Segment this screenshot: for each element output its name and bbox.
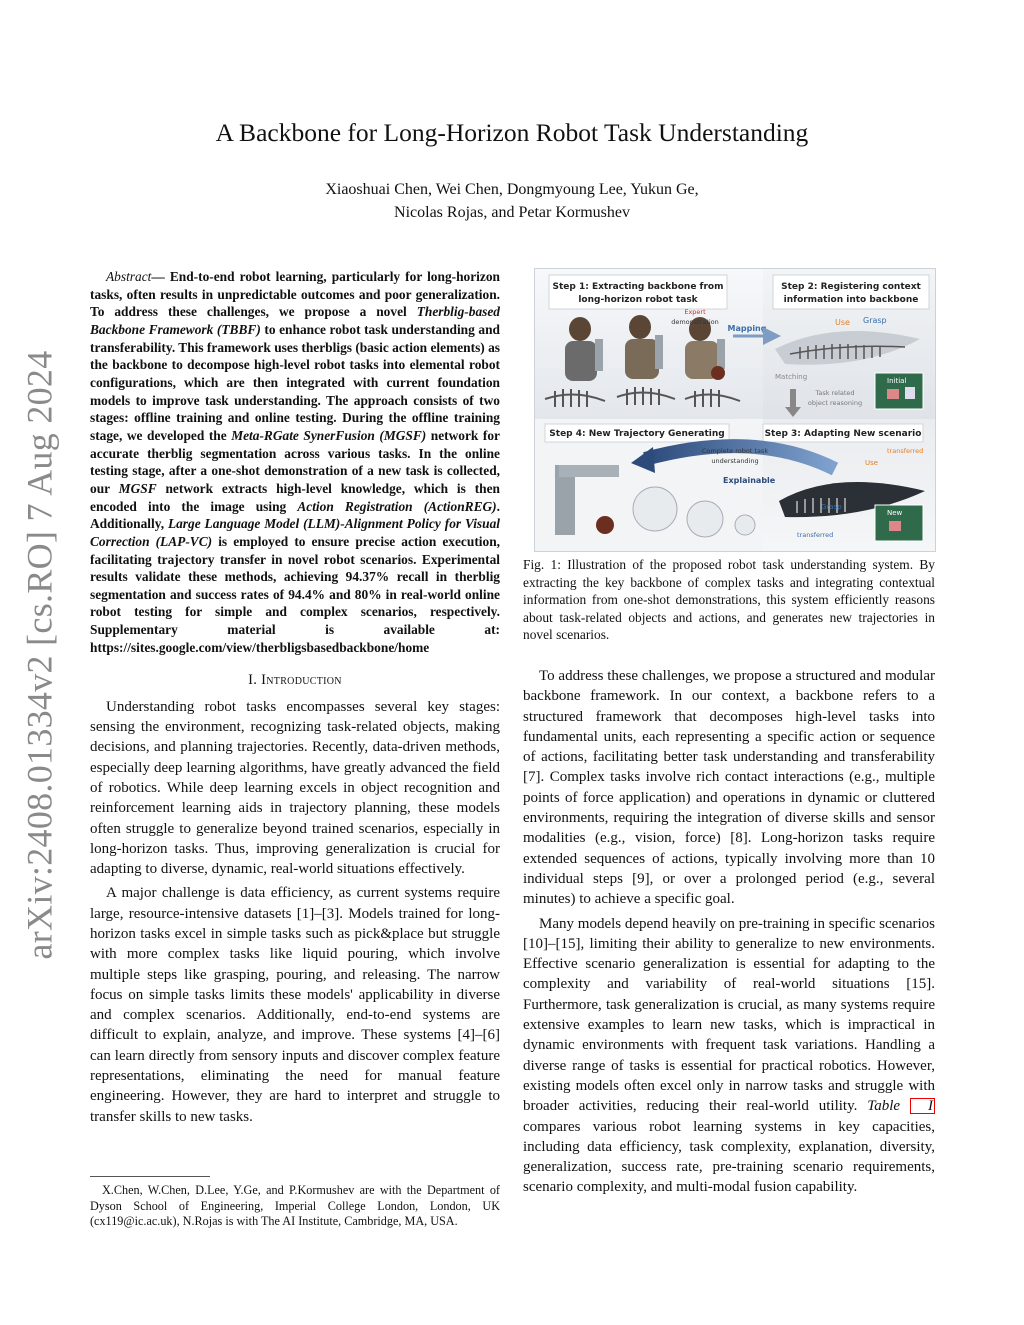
step4-label: Step 4: New Trajectory Generating (549, 429, 725, 439)
abstract-text-3: network for accurate therblig segmentation across various tasks. In the online testing stage, after a one-shot demonstration of a new task is collected, our (90, 427, 500, 496)
use-label: Use (835, 318, 850, 327)
intro-paragraph-4 (523, 914, 935, 1198)
arxiv-stamp-text: arXiv:2408.01334v2 [cs.RO] 7 Aug 2024 (20, 350, 60, 960)
abstract-mgsf-2: MGSF (118, 480, 157, 496)
abstract (90, 268, 500, 656)
transferred-label-1: transferred (887, 447, 924, 455)
step2-label-a: Step 2: Registering context (781, 282, 921, 292)
abstract-tbbf: Therblig-based Backbone Framework (TBBF) (90, 304, 500, 337)
abstract-text-2: to enhance robot task understanding and transferability. This framework uses therbligs (basic action elements) as the backbone to decompose high-level robot tasks into elemental robot configurations, which are then integrated with current foundation models to improve task understanding. The approach consists of two stages: offline training and online testing. During the offline training stage, we developed the (90, 321, 500, 443)
step1-label-a: Step 1: Extracting backbone from (552, 282, 724, 292)
section-heading-introduction (90, 670, 500, 690)
step1-label-b: long-horizon robot task (578, 295, 698, 305)
figure-1 (534, 268, 936, 552)
abstract-text-5: . Additionally, (90, 498, 500, 532)
task-related-label-b: object reasoning (807, 399, 863, 407)
expert-demo-label-a: Expert (684, 308, 706, 316)
abstract-lead: Abstract (106, 269, 152, 284)
section-numeral: I. (248, 672, 262, 689)
table-reference[interactable] (867, 1098, 935, 1114)
left-column (90, 268, 500, 1127)
abstract-dash: — (151, 269, 165, 284)
author-list (0, 178, 1024, 224)
figure-1-illustration (535, 269, 935, 551)
transferred-label-2: transferred (797, 531, 834, 539)
abstract-actionreg: Action Registration (ActionREG) (297, 498, 497, 514)
footnote-rule (90, 1176, 210, 1177)
explainable-label: Explainable (723, 476, 776, 485)
expert-demo-label-b: demonstration (671, 318, 719, 326)
affiliation-footnote: X.Chen, W.Chen, D.Lee, Y.Ge, and P.Kormushev are with the Department of Dyson School of Engineering, Imperial College London, London, UK (cx119@ic.ac.uk), N.Rojas is with The AI Institute, Cambridge, MA, USA. (90, 1183, 500, 1228)
complete-understanding-b: understanding (711, 457, 759, 465)
new-label: New (887, 509, 903, 517)
paper-title: A Backbone for Long-Horizon Robot Task Understanding (215, 118, 809, 147)
intro-paragraph-2: A major challenge is data efficiency, as current systems require large, resource-intensive datasets [1]–[3]. Models trained for long-horizon tasks excel in simple tasks such as pick&place but struggle with more complex tasks like liquid pouring, which involve multiple steps like grasping, pouring, and releasing. The narrow focus on simple tasks limits these models' applicability in diverse and complex scenarios. Additionally, end-to-end systems are difficult to explain, analyze, and improve. These systems [4]–[6] can learn directly from sensory inputs and discover complex feature representations, eliminating the need for manual feature engineering. However, they are hard to interpret and struggle to transfer skills to new tasks. (90, 885, 500, 1125)
use-label-2: Use (865, 459, 879, 467)
abstract-lapvc: Large Language Model (LLM)-Alignment Policy for Visual Correction (LAP-VC) (90, 516, 500, 549)
step3-label: Step 3: Adapting New scenario (764, 429, 922, 439)
abstract-text-4: network extracts high-level knowledge, which is then encoded into the image using (90, 480, 500, 514)
intro-paragraph-1: Understanding robot tasks encompasses several key stages: sensing the environment, recognizing task-related objects, making decisions, and planning trajectories. Recently, data-driven methods, especially deep learning algorithms, have greatly advanced the field of robotics. While deep learning excels in object recognition and reinforcement learning aids in trajectory planning, these models often struggle to generalize beyond trained scenarios, especially in long-horizon tasks. Thus, improving generalization is crucial for adapting to diverse, dynamic, real-world situations effectively. (90, 698, 500, 878)
grasp-label-2: Grasp (821, 503, 842, 511)
authors-line-2: Nicolas Rojas, and Petar Kormushev (394, 204, 630, 221)
initial-label: Initial (887, 377, 907, 385)
task-related-label-a: Task related (815, 389, 855, 397)
arxiv-stamp (18, 350, 62, 960)
right-column (523, 666, 935, 1198)
abstract-text-6: is employed to ensure precise action execution, facilitating trajectory transfer in novel robot scenarios. Experimental results validate these methods, achieving 94.37% recall in therblig segmentation and success rates of 94.4% and 80% in real-world online robot testing for simple and complex scenarios, respectively. Supplementary material is available at: https://sites.google.com/view/therbligsbasedbackbone/home (90, 533, 500, 655)
section-title: Introduction (261, 672, 342, 689)
intro-paragraph-4-a: Many models depend heavily on pre-training in specific scenarios [10]–[15], limiting their ability to generalize to new environments. Effective scenario generalization is essential for adapting to the complexity and variability of real-world situations [15]. Furthermore, task generalization is crucial, as many systems require extensive examples to learn new tasks, which is impractical in dynamic environments with frequent task variations. Handling a diverse range of tasks is essential for practical robotics. However, existing models often excel only in narrow tasks and struggle with broader activities, reducing their real-world utility. (523, 915, 935, 1115)
intro-paragraph-3: To address these challenges, we propose a structured and modular backbone framework. In our context, a backbone refers to a structured framework that decomposes high-level tasks into fundamental units, each representing a specific action or sequence of actions, facilitating better task understanding and transferability [7]. Complex tasks involve rich contact interactions (e.g., multiple points of force application) and operations in dynamic or cluttered environments, requiring the integration of diverse skills and sensor modalities (e.g., vision, force) [8]. Long-horizon tasks require extended sequences of actions, typically involving more than 10 individual steps [9], or over a prolonged period (e.g., several minutes) to achieve a specific goal. (523, 668, 935, 908)
complete-understanding-a: Complete robot task (701, 447, 769, 455)
intro-paragraph-4-b: compares various robot learning systems in key capacities, including data efficiency, task complexity, explanation, diversity, generalization, success rate, pre-training scenario requirements, scenario complexity, and multi-modal fusion capability. (523, 1118, 935, 1196)
grasp-label: Grasp (863, 316, 887, 325)
authors-line-1: Xiaoshuai Chen, Wei Chen, Dongmyoung Lee, Yukun Ge, (325, 181, 699, 198)
figure-1-caption: Fig. 1: Illustration of the proposed robot task understanding system. By extracting the key backbone of complex tasks and integrating contextual information from one-shot demonstrations, this system efficiently reasons about task-related objects and actions, and generates new trajectories in novel scenarios. (523, 557, 935, 642)
abstract-mgsf: Meta-RGate SynerFusion (MGSF) (231, 427, 427, 443)
abstract-text-1: End-to-end robot learning, particularly for long-horizon tasks, often results in unpredictable outcomes and poor generalization. To address these challenges, we propose a novel (90, 269, 500, 320)
table-number-link[interactable]: I (910, 1098, 935, 1114)
step2-label-b: information into backbone (783, 295, 919, 305)
mapping-label: Mapping (727, 324, 767, 333)
matching-label: Matching (775, 373, 808, 381)
table-word: Table (867, 1098, 910, 1115)
